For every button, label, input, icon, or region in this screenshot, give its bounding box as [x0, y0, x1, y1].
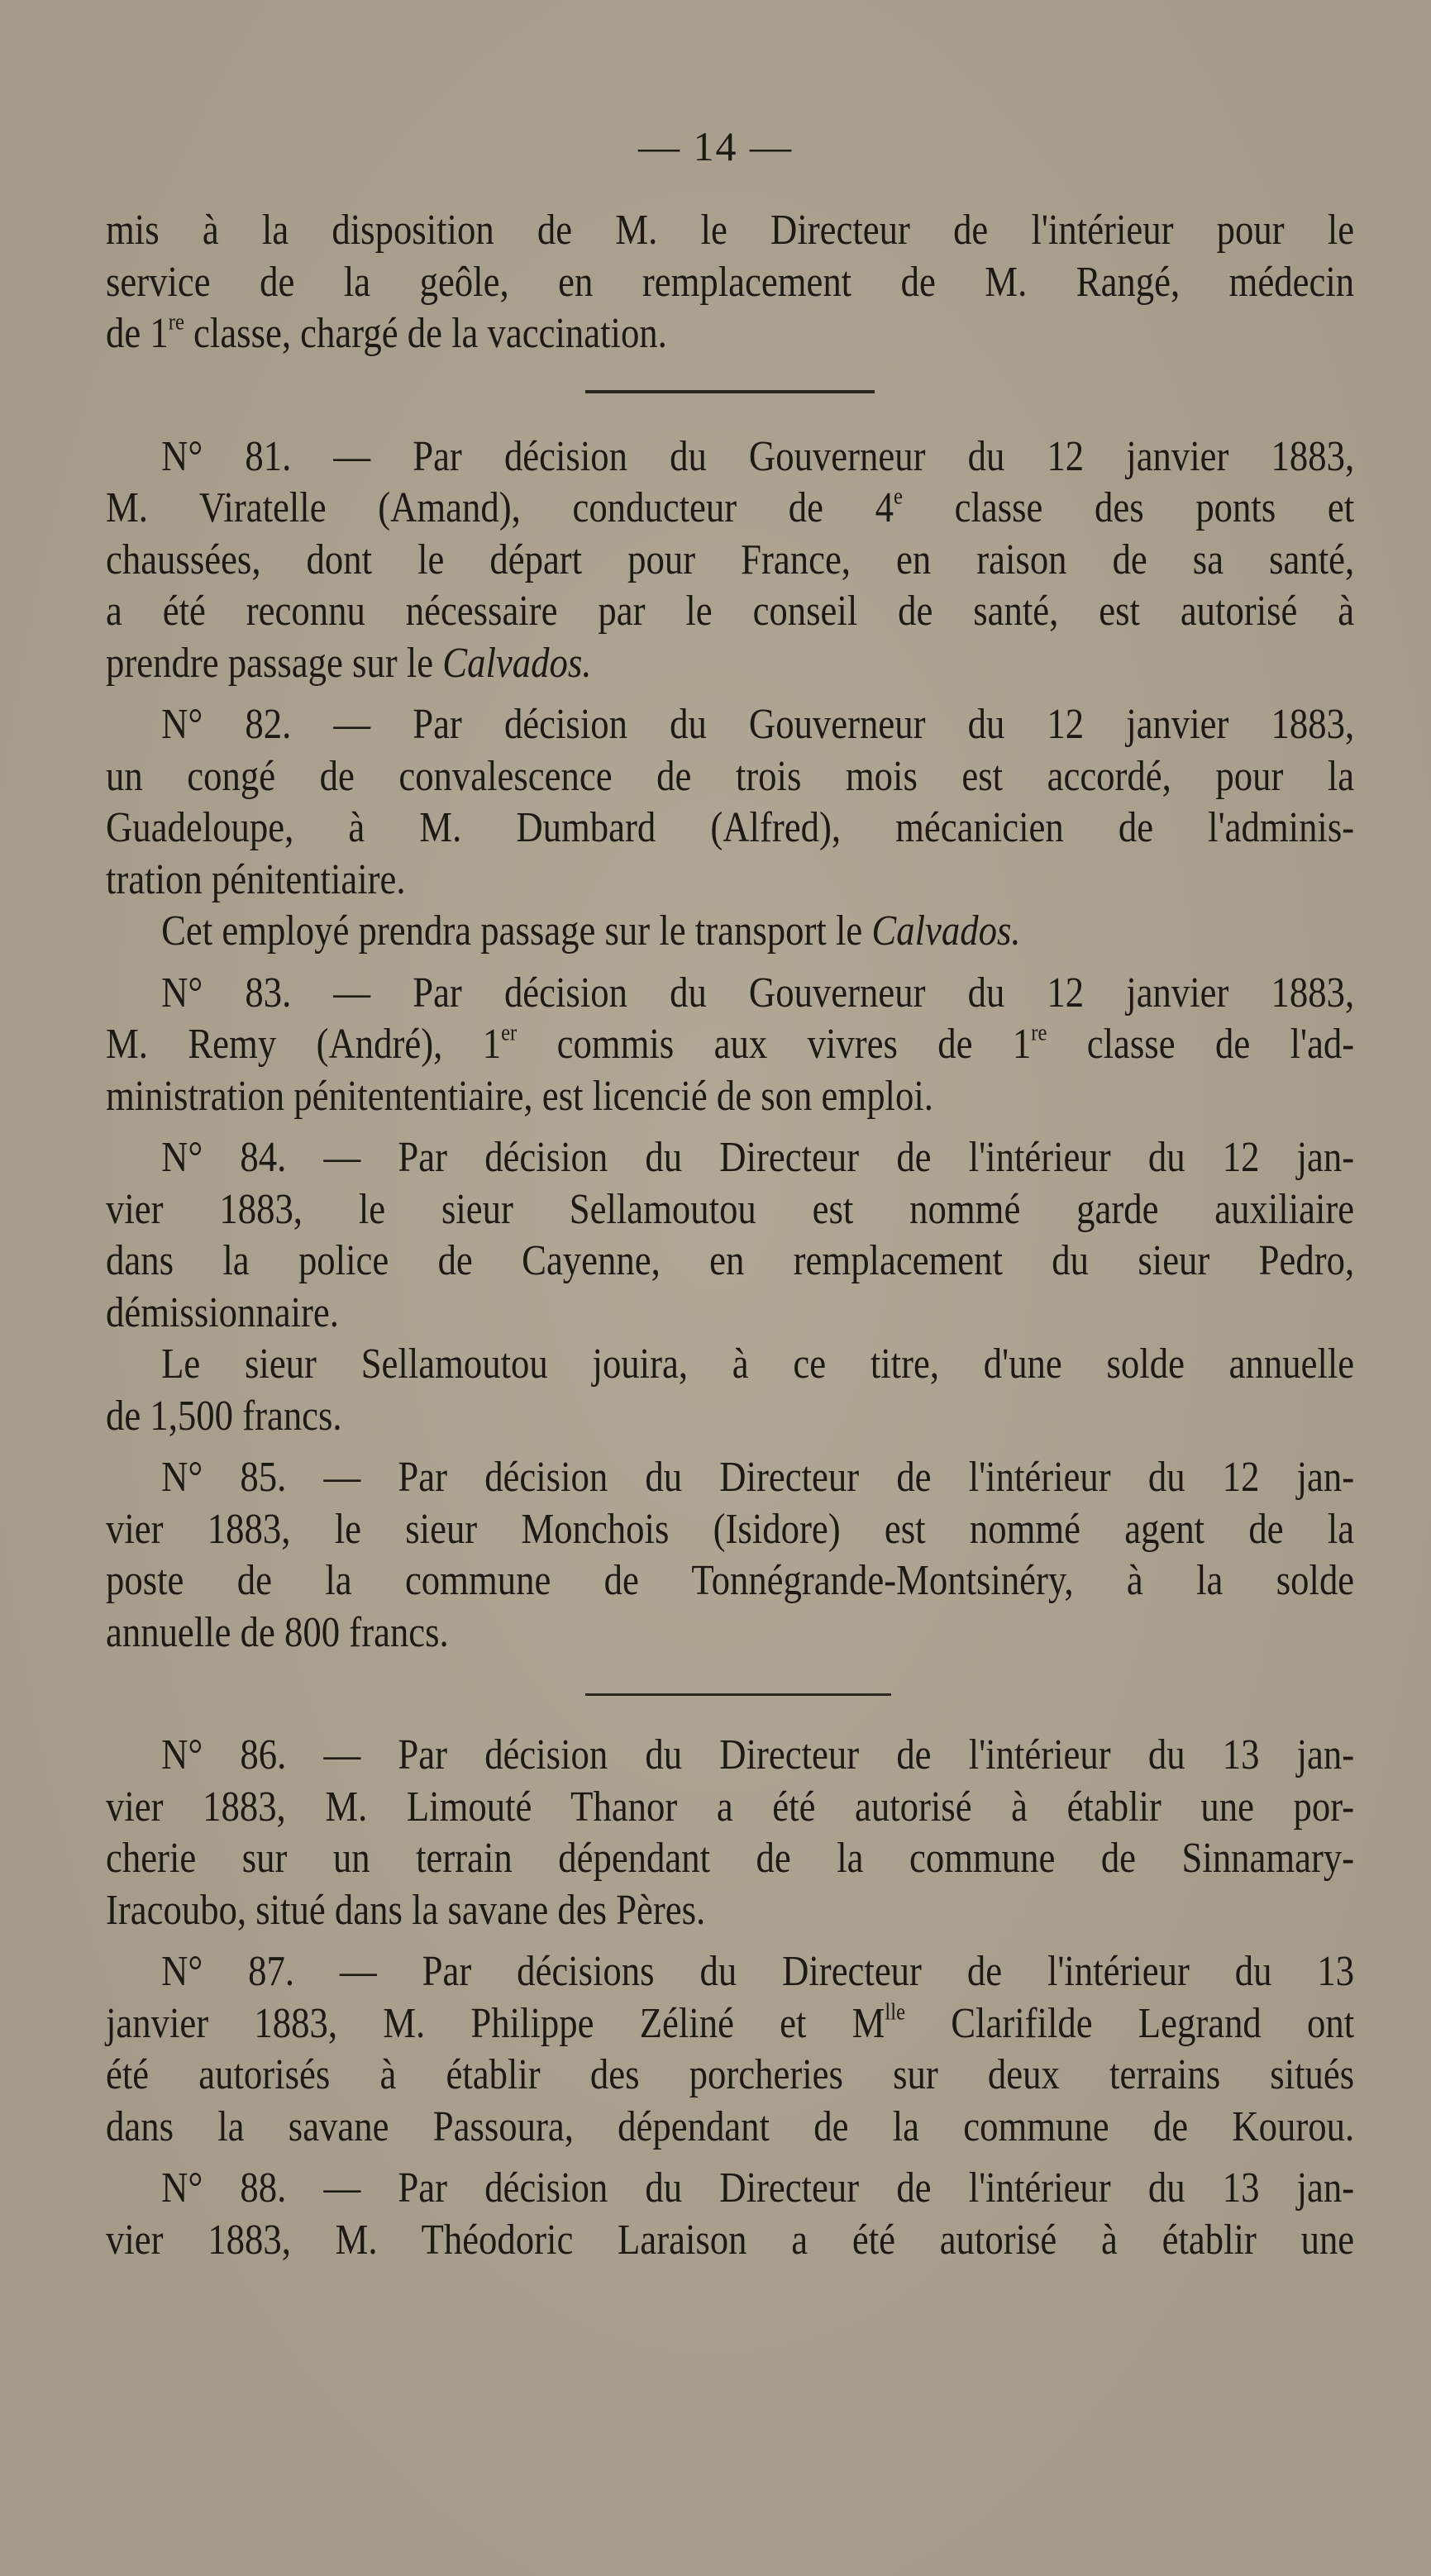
superscript: re: [168, 309, 184, 336]
text-line: [106, 1339, 1354, 1391]
text-line: [106, 802, 1354, 855]
text-run: service de la geôle, en remplacement de M. Rangé, médecin: [106, 258, 1355, 306]
text-run: M. Viratelle (Amand), conducteur de 4: [106, 484, 894, 531]
text-run: chaussées, dont le départ pour France, en raison de sa santé,: [106, 536, 1355, 583]
text-run: dans la police de Cayenne, en remplacement du sieur Pedro,: [106, 1237, 1355, 1284]
text-run: tration pénitentiaire.: [106, 855, 406, 903]
paragraph-gap: [106, 1122, 1354, 1132]
text-run: vier 1883, le sieur Sellamoutou est nommé garde auxiliaire: [106, 1185, 1355, 1233]
ship-name: Calvados.: [871, 907, 1021, 955]
text-line: [106, 1782, 1354, 1834]
text-run: N° 82. — Par décision du Gouverneur du 12 janvier 1883,: [161, 701, 1355, 748]
text-run: démissionnaire.: [106, 1288, 339, 1336]
text-line: [106, 1288, 1354, 1340]
text-run: classe de l'ad-: [1047, 1021, 1355, 1068]
text-line: [106, 906, 1354, 958]
text-run: vier 1883, le sieur Monchois (Isidore) est nommé agent de la: [106, 1505, 1355, 1553]
text-run: Clarifilde Legrand ont: [904, 1999, 1355, 2047]
superscript: er: [501, 1020, 518, 1046]
text-run: Guadeloupe, à M. Dumbard (Alfred), mécanicien de l'adminis-: [106, 804, 1355, 851]
text-run: N° 83. — Par décision du Gouverneur du 12 janvier 1883,: [161, 969, 1355, 1017]
text-run: vier 1883, M. Théodoric Laraison a été autorisé à établir une: [106, 2216, 1355, 2264]
text-line: [106, 205, 1354, 257]
text-run: N° 81. — Par décision du Gouverneur du 12 janvier 1883,: [161, 432, 1355, 480]
divider-rule: [585, 1693, 891, 1696]
superscript: e: [894, 483, 903, 510]
text-run: a été reconnu nécessaire par le conseil de santé, est autorisé à: [106, 588, 1355, 635]
text-line: [106, 1607, 1354, 1659]
text-run: Le sieur Sellamoutou jouira, à ce titre, d'une solde annuelle: [161, 1340, 1355, 1388]
text-line: [106, 1071, 1354, 1123]
text-line: [106, 855, 1354, 907]
text-line: [106, 1730, 1354, 1782]
text-line: [106, 483, 1354, 535]
text-run: Iracoubo, situé dans la savane des Pères.: [106, 1886, 706, 1934]
text-line: [106, 1391, 1354, 1443]
text-line: [106, 431, 1354, 483]
text-run: janvier 1883, M. Philippe Zéliné et M: [106, 1999, 885, 2047]
ship-name: Calvados.: [442, 639, 592, 687]
section-divider: [106, 1659, 1354, 1730]
text-run: de 1,500 francs.: [106, 1392, 342, 1440]
text-run: N° 84. — Par décision du Directeur de l'intérieur du 12 jan-: [161, 1134, 1355, 1181]
paragraph-gap: [106, 1442, 1354, 1452]
superscript: re: [1031, 1020, 1047, 1046]
text-line: [106, 1555, 1354, 1607]
text-run: classe des ponts et: [902, 484, 1355, 531]
paragraph-gap: [106, 958, 1354, 968]
text-line: [106, 1019, 1354, 1071]
text-line: [106, 751, 1354, 803]
text-line: [106, 699, 1354, 751]
text-run: N° 85. — Par décision du Directeur de l'intérieur du 12 jan-: [161, 1454, 1355, 1501]
text-line: [106, 1833, 1354, 1885]
text-line: [106, 1184, 1354, 1236]
page-number: — 14 —: [638, 123, 793, 169]
text-line: [106, 1885, 1354, 1937]
text-line: [106, 2215, 1354, 2267]
text-run: mis à la disposition de M. le Directeur de l'intérieur pour le: [106, 207, 1355, 254]
text-run: N° 86. — Par décision du Directeur de l'intérieur du 13 jan-: [161, 1731, 1355, 1778]
text-line: [106, 2102, 1354, 2154]
text-line: [106, 1236, 1354, 1288]
text-line: [106, 1452, 1354, 1504]
paragraph-gap: [106, 689, 1354, 699]
text-line: [106, 535, 1354, 587]
text-run: poste de la commune de Tonnégrande-Montsinéry, à la solde: [106, 1557, 1355, 1604]
text-run: Cet employé prendra passage sur le transport le: [161, 907, 872, 955]
text-run: annuelle de 800 francs.: [106, 1608, 449, 1656]
text-line: [106, 2163, 1354, 2215]
text-run: vier 1883, M. Limouté Thanor a été autorisé à établir une por-: [106, 1783, 1355, 1831]
text-line: [106, 2050, 1354, 2102]
text-line: [106, 586, 1354, 638]
text-line: [106, 1998, 1354, 2050]
text-run: été autorisés à établir des porcheries sur deux terrains situés: [106, 2051, 1355, 2098]
text-line: [106, 1946, 1354, 1998]
text-run: cherie sur un terrain dépendant de la commune de Sinnamary-: [106, 1835, 1355, 1882]
text-run: M. Remy (André), 1: [106, 1021, 502, 1068]
text-line: [106, 638, 1354, 690]
paragraph-gap: [106, 1936, 1354, 1946]
text-run: ministration pénitententiaire, est licencié de son emploi.: [106, 1072, 933, 1120]
page-body: [106, 205, 1354, 2266]
text-run: de 1: [106, 310, 169, 357]
text-run: N° 88. — Par décision du Directeur de l'intérieur du 13 jan-: [161, 2164, 1355, 2212]
text-line: [106, 968, 1354, 1020]
text-line: [106, 308, 1354, 360]
text-run: prendre passage sur le: [106, 639, 443, 687]
paragraph-gap: [106, 2153, 1354, 2163]
divider-rule: [585, 390, 875, 393]
superscript: lle: [885, 1999, 905, 2026]
text-run: N° 87. — Par décisions du Directeur de l'intérieur du 13: [161, 1948, 1355, 1995]
text-line: [106, 1504, 1354, 1556]
text-run: un congé de convalescence de trois mois est accordé, pour la: [106, 752, 1355, 800]
section-divider: [106, 360, 1354, 431]
text-run: commis aux vivres de 1: [517, 1021, 1032, 1068]
text-line: [106, 1132, 1354, 1184]
text-run: classe, chargé de la vaccination.: [184, 310, 667, 357]
text-run: dans la savane Passoura, dépendant de la commune de Kourou.: [106, 2102, 1355, 2150]
text-line: [106, 257, 1354, 309]
